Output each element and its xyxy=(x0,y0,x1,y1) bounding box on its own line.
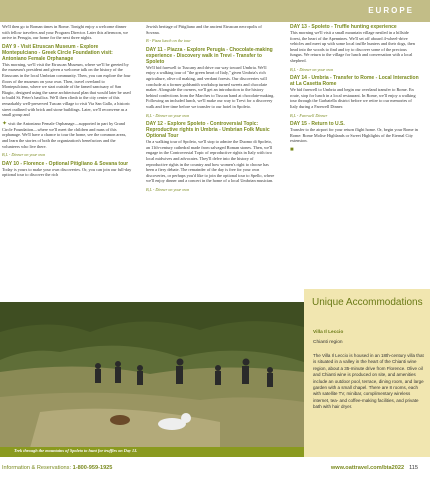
footer-info xyxy=(2,465,112,471)
day9-callout-text: visit the Antoniano Female Orphanage—supported in part by Grand Circle Foundation—where we'll meet the children and nuns of this orphanage. We'll have a chance to tour the home, see the common areas, and learn the stories of both the organization's benefactors and the volunteers who live there. xyxy=(2,120,127,149)
page-number: 115 xyxy=(409,465,418,471)
day10-meals: B - Pizza lunch on the tour xyxy=(146,38,191,44)
hotel-name: Villa Il Leccio xyxy=(313,330,344,335)
column-3 xyxy=(290,24,420,153)
truffle-hunt-photo xyxy=(0,302,304,448)
day10-text: Today is yours to make your own discoveries. Or, you can join our full-day optional tour to discover the rich xyxy=(2,166,132,178)
day9-heading: DAY 9 - Visit Etruscan Museum - Explore Montepulciano - Greek Circle Foundation visit: Antoniano Female Orphanage xyxy=(2,43,113,62)
day13-text: This morning we'll visit a small mountain village nestled in a hillside forest, the heart of the Apennines. We'll set off aboard 4-wheel-drive vehicles and meet up with some local truffle hunters and their dogs, then head into the woods to find and try to discover some of the precious fungus. We return to the village for lunch and conversation with a local shepherd. xyxy=(290,30,415,63)
photo-caption-bar xyxy=(0,447,304,457)
top-color-bar xyxy=(0,0,430,22)
footer-info-label: Information & Reservations: xyxy=(2,465,72,471)
photo-illustration xyxy=(0,302,304,448)
day11-meals: B,L - Dinner on your own xyxy=(146,112,190,118)
day12-heading: DAY 12 - Explore Spoleto - Controversial Topic: Reproductive rights in Umbria - Umbrian Folk Music Optional Tour xyxy=(146,121,270,140)
footer-website[interactable]: www.oattravel.com/bta2022 xyxy=(330,465,405,471)
day14-text: We bid farewell to Umbria and begin our overland transfer to Rome. En route, stop for lunch in a local restaurant. In Rome, we'll enjoy a walking tour through the Garbatella district before we retire to our memories of Italy during a Farewell Dinner. xyxy=(290,87,416,109)
photo-caption: Trek through the mountains of Spoleto to hunt for truffles on Day 13. xyxy=(14,448,138,453)
day9-text: This morning, we'll visit the Etruscan Museum, where we'll be greeted by the museum's president and given a welcome talk on the history of the Etruscans in the local Umbrian community. Then, you can explore the four floors of the museum on your own. Then, travel overland to Montepulciano, where we start outside of the famed sanctuary of San Biagio, designed using the same architectural plan that would later be used to build St. Peter's basilica. We'll then climb to the city center of this remarkably well-preserved Tuscan village to visit Via San Gallo, a historic street outlined with brick and stone buildings. Later, we'll reconvene as a small group and xyxy=(2,61,131,118)
column-1 xyxy=(2,24,132,181)
day10-heading: DAY 10 - Florence - Optional Pitigliano & Sovana tour xyxy=(2,160,129,167)
day13-heading: DAY 13 - Spoleto - Truffle hunting experience xyxy=(290,24,397,30)
hotel-location: Chianti region xyxy=(313,340,343,345)
hotel-description: The Villa Il Leccio is housed in an 18th-century villa that is situated in a valley in the heart of the Chianti wine region, about a 35-minute drive from Florence. Olive oil and Chianti wine is produced on site, and amenities include an outdoor pool, terrace, dining room, and large garden with a small chapel. There are 8 rooms, each with satellite TV, minibar, complimentary wireless internet, tea- and coffee-making facilities, and private bath with hair dryer. xyxy=(313,353,424,410)
day14-meals: B,L - Farewell Dinner xyxy=(290,112,328,118)
col1-intro: We'll then go to Roman times in Rome. Tonight enjoy a welcome dinner with fellow travelers and your Program Director. Later this afternoon, we arrive in Perugia, our home for the next three nights. xyxy=(2,24,129,41)
day15-text: Transfer to the airport for your return flight home. Or, begin your Rome in Rome: Rome Molise Highlands or Sweet Highlights of the Eternal City extension. xyxy=(290,127,418,144)
day14-heading: DAY 14 - Umbria - Transfer to Rome - Local Interaction at La Casetta Rome xyxy=(290,75,419,88)
column-2 xyxy=(146,24,276,194)
day15-heading: DAY 15 - Return to U.S. xyxy=(290,121,345,128)
section-tag: EUROPE xyxy=(368,6,414,15)
day9-callout xyxy=(2,121,132,149)
day11-heading: DAY 11 - Piazza - Explore Perugia - Chocolate-making experience - Discovery walk in Trevi - Transfer to Spoleto xyxy=(146,46,273,65)
col2-intro: Jewish heritage of Pitigliano and the ancient Etruscan necropolis of Sovana. xyxy=(146,24,262,35)
end-marker-icon: ■ xyxy=(290,146,294,153)
day13-meals: B,L - Dinner on your own xyxy=(290,66,334,72)
gcf-dagger-icon: ✦ xyxy=(2,120,8,127)
sidebar-title: Unique Accommodations xyxy=(312,297,423,308)
day9-meals: B,L - Dinner on your own xyxy=(2,152,46,158)
footer-web xyxy=(331,465,418,471)
day12-text: On a walking tour of Spoleto, we'll stop to admire the Duomo di Spoleto, an 11th-century cathedral made from salvaged Roman stones. Then, we'll engage in the Controversial Topic of reproductive rights in Italy with two local midwives and advocates. They'll delve into the history of reproductive rights in the country and how women's right to choose has been a fiery debate. The remainder of the day is free for your own discoveries, or perhaps you'd like to join the optional tour to Spello, where we'll enjoy dinner and a concert in the home of a local Umbrian musician. xyxy=(146,139,275,184)
day12-meals: B,L - Dinner on your own xyxy=(146,186,190,192)
day11-text: We'll bid farewell to Tuscany and drive our way toward Umbria. We'll enjoy a walking tour of "the green heart of Italy," given Umbria's rich agriculture, olive oil making, and verdant forests. Our discoveries will conclude at a former goldsmith workshop turned sweets and chocolate maker. Alongside the owners, we'll get an introduction to the history behind confections from the Marches to Tuscan hand at chocolate-making. Following an included lunch, we'll make our way to Trevi for a discovery walk and free time before we transfer to our hotel in Spoleto. xyxy=(146,64,275,109)
footer-phone[interactable]: 1-800-959-1925 xyxy=(72,465,113,471)
accommodations-sidebar xyxy=(304,289,430,457)
